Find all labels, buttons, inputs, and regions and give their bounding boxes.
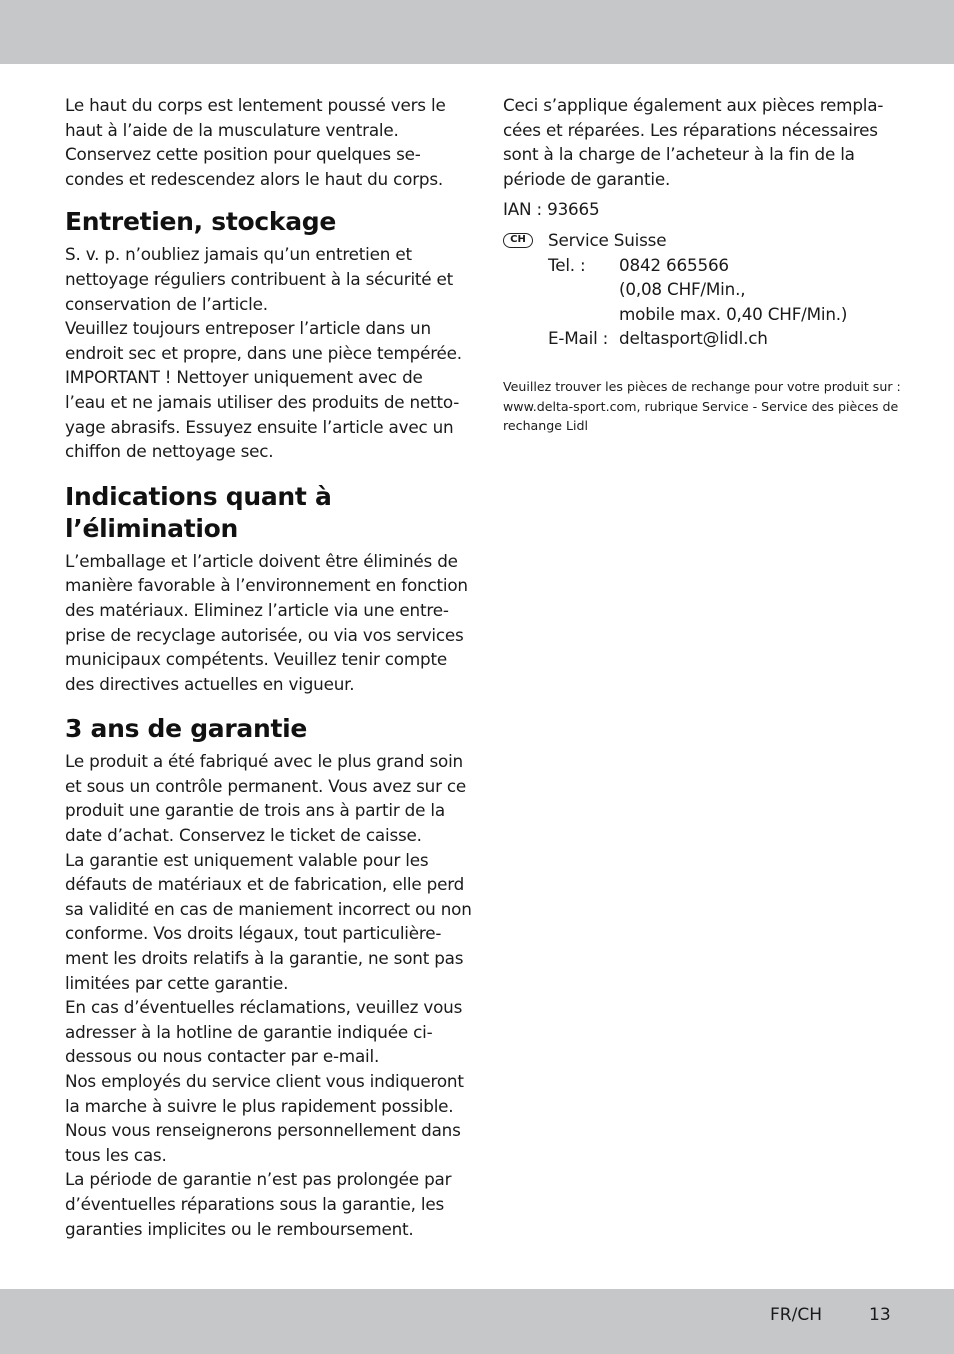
text-line: nettoyage réguliers contribuent à la sécurité et [65,268,454,289]
text-line: L’emballage et l’article doivent être éliminés de [65,550,458,571]
header-band [0,0,954,64]
text-line: garanties implicites ou le remboursement. [65,1218,414,1239]
service-name-row [548,228,903,253]
heading-garantie: 3 ans de garantie [65,714,308,744]
continuation-paragraph [503,93,903,191]
text-line: endroit sec et propre, dans une pièce tempérée. [65,342,462,363]
tel-label: Tel. : [548,254,586,275]
service-details [548,228,903,351]
heading-line: l’élimination [65,513,239,543]
text-line: La garantie est uniquement valable pour les [65,849,429,870]
email-link[interactable]: deltasport@lidl.ch [619,328,768,349]
ian-number: IAN : 93665 [503,199,600,220]
intro-paragraph [65,93,460,191]
heading-elimination [65,481,460,545]
text-line: Nous vous renseignerons personnellement dans [65,1120,461,1141]
text-line: Le haut du corps est lentement poussé vers le [65,95,446,115]
text-line: www.delta-sport.com, rubrique Service - Service des pièces de [503,398,899,414]
service-contact [503,228,903,351]
text-line: haut à l’aide de la musculature ventrale. [65,119,399,140]
garantie-paragraph [65,749,472,1241]
text-line: défauts de matériaux et de fabrication, elle perd [65,874,465,895]
text-line: municipaux compétents. Veuillez tenir compte [65,649,447,670]
tel-rate-mobile: mobile max. 0,40 CHF/Min.) [619,303,848,324]
text-line: l’eau et ne jamais utiliser des produits de netto- [65,391,460,412]
text-line: Veuillez trouver les pièces de rechange pour votre produit sur : [503,378,901,394]
text-line: Le produit a été fabriqué avec le plus grand soin [65,751,463,772]
text-line: des directives actuelles en vigueur. [65,673,355,694]
text-line: La période de garantie n’est pas prolongée par [65,1169,452,1190]
heading-line: Indications quant à [65,481,332,511]
email-label: E-Mail : [548,328,609,349]
text-line: prise de recyclage autorisée, ou via vos services [65,624,464,645]
text-line: limitées par cette garantie. [65,972,289,993]
text-line: sa validité en cas de maniement incorrect ou non [65,898,472,919]
tel-row [548,253,903,278]
entretien-paragraph [65,242,460,463]
text-line: condes et redescendez alors le haut du corps. [65,168,444,189]
text-line: dessous ou nous contacter par e-mail. [65,1046,380,1067]
text-line: cées et réparées. Les réparations nécessaires [503,119,878,140]
tel-rate-row [548,277,903,302]
text-line: adresser à la hotline de garantie indiquée ci- [65,1021,433,1042]
email-row [548,326,903,351]
text-line: yage abrasifs. Essuyez ensuite l’article avec un [65,416,454,437]
service-name: Service Suisse [548,229,667,250]
text-line: Veuillez toujours entreposer l’article dans un [65,318,431,339]
tel-value[interactable]: 0842 665566 [619,254,729,275]
text-line: S. v. p. n’oubliez jamais qu’un entretien et [65,244,412,265]
text-line: conservation de l’article. [65,293,268,314]
text-line: sont à la charge de l’acheteur à la fin de la [503,144,855,165]
text-line: et sous un contrôle permanent. Vous avez sur ce [65,775,467,796]
footer-language: FR/CH [770,1305,822,1325]
text-line: IMPORTANT ! Nettoyer uniquement avec de [65,367,423,388]
text-line: d’éventuelles réparations sous la garantie, les [65,1193,444,1214]
text-line: tous les cas. [65,1144,167,1165]
tel-rate-mobile-row [548,302,903,327]
right-column [503,93,903,436]
text-line: chiffon de nettoyage sec. [65,441,274,462]
heading-entretien: Entretien, stockage [65,207,337,237]
text-line: Conservez cette position pour quelques se- [65,144,421,165]
text-line: rechange Lidl [503,418,589,434]
spare-parts-note [503,377,903,436]
text-line: ment les droits relatifs à la garantie, ne sont pas [65,948,464,969]
text-line: manière favorable à l’environnement en fonction [65,575,468,596]
elimination-paragraph [65,549,468,697]
text-line: date d’achat. Conservez le ticket de caisse. [65,825,422,846]
text-line: période de garantie. [503,168,671,189]
text-line: la marche à suivre le plus rapidement possible. [65,1095,454,1116]
text-line: En cas d’éventuelles réclamations, veuillez vous [65,997,463,1018]
text-line: Ceci s’applique également aux pièces rempla- [503,95,884,115]
text-line: des matériaux. Eliminez l’article via une entre- [65,599,449,620]
page-number: 13 [869,1305,891,1325]
text-line: conforme. Vos droits légaux, tout particulière- [65,923,442,944]
text-line: produit une garantie de trois ans à partir de la [65,800,445,821]
swiss-country-badge-icon: CH [503,233,533,248]
tel-rate-fixed: (0,08 CHF/Min., [619,279,746,300]
left-column [65,93,472,1241]
text-line: Nos employés du service client vous indiqueront [65,1071,464,1091]
